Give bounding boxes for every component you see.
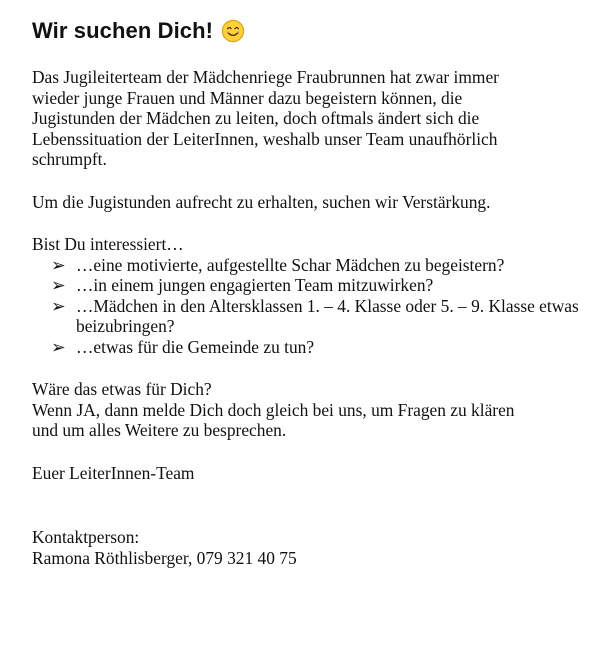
intro-line: wieder junge Frauen und Männer dazu begeistern können, die: [32, 87, 463, 108]
intro-paragraph: [32, 67, 592, 170]
interest-bullet-list: [32, 255, 592, 358]
contact-call-line: Wenn JA, dann melde Dich doch gleich bei uns, um Fragen zu klären: [32, 399, 515, 420]
closing-question: Wäre das etwas für Dich?: [32, 379, 212, 399]
contact-label: Kontaktperson:: [32, 527, 140, 547]
arrowhead-bullet-icon: ➢: [51, 336, 66, 357]
list-item: [32, 255, 592, 276]
bullet-text: …Mädchen in den Altersklassen 1. – 4. Klasse oder 5. – 9. Klasse etwas beizubringen?: [76, 295, 579, 336]
flyer-document: [32, 16, 592, 568]
list-item: [32, 337, 592, 358]
bullet-text: …eine motivierte, aufgestellte Schar Mädchen zu begeistern?: [76, 254, 505, 275]
need-paragraph: Um die Jugistunden aufrecht zu erhalten, suchen wir Verstärkung.: [32, 191, 491, 212]
intro-line: Jugistunden der Mädchen zu leiten, doch oftmals ändert sich die: [32, 108, 480, 128]
list-item: [32, 296, 592, 337]
arrowhead-bullet-icon: ➢: [51, 275, 66, 295]
document-body: [32, 67, 592, 568]
smiling-face-icon: [221, 19, 245, 43]
intro-line: schrumpft.: [32, 149, 107, 169]
contact-person: Ramona Röthlisberger, 079 321 40 75: [32, 547, 297, 568]
contact-call-line: und um alles Weitere zu besprechen.: [32, 420, 287, 440]
list-item: [32, 275, 592, 296]
intro-line: Das Jugileiterteam der Mädchenriege Fraubrunnen hat zwar immer: [32, 67, 499, 87]
arrowhead-bullet-icon: ➢: [51, 295, 66, 316]
page-title: Wir suchen Dich!: [32, 18, 214, 43]
question-intro: Bist Du interessiert…: [32, 234, 184, 254]
bullet-text: …etwas für die Gemeinde zu tun?: [76, 336, 315, 357]
intro-line: Lebenssituation der LeiterInnen, weshalb unser Team unaufhörlich: [32, 128, 498, 149]
bullet-text: …in einem jungen engagierten Team mitzuwirken?: [76, 275, 434, 295]
arrowhead-bullet-icon: ➢: [51, 254, 66, 275]
title-row: [32, 16, 592, 46]
signoff: Euer LeiterInnen-Team: [32, 462, 195, 483]
